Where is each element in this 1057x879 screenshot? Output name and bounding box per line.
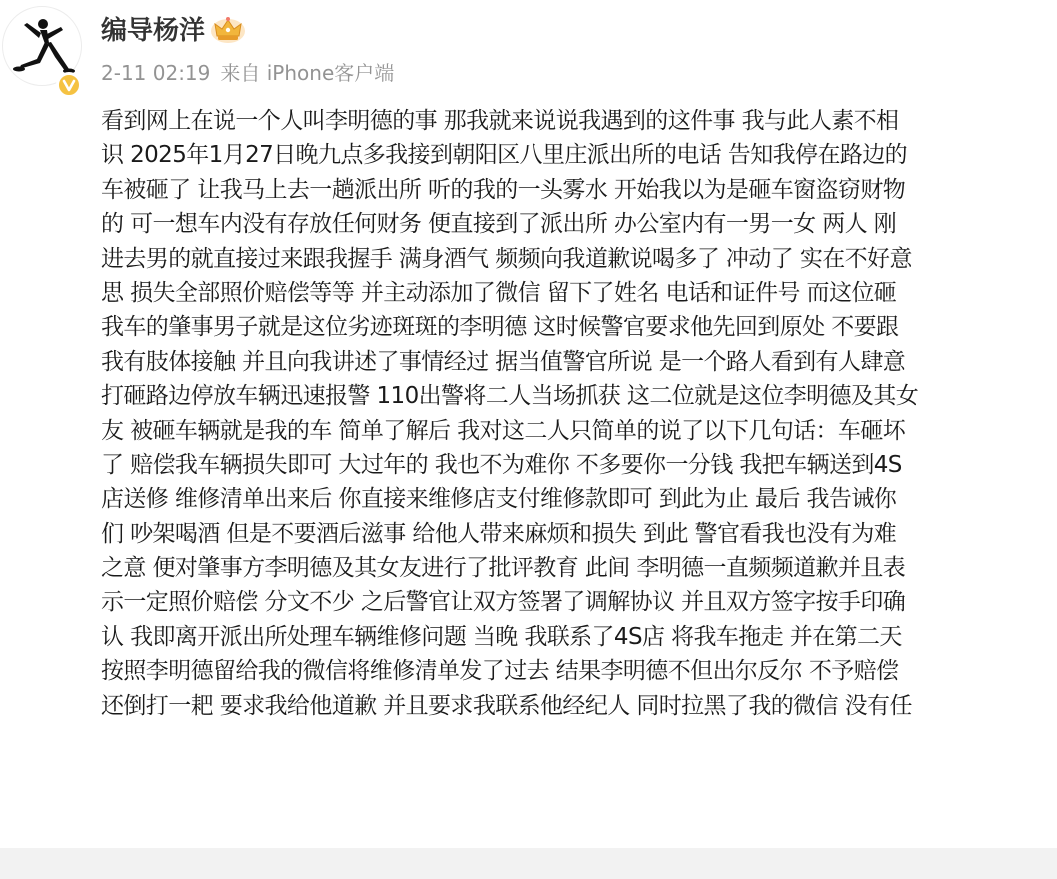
post-text-line: 认 我即离开派出所处理车辆维修问题 当晚 我联系了4S店 将我车拖走 并在第二天	[101, 623, 902, 650]
post-text-line: 车被砸了 让我马上去一趟派出所 听的我的一头雾水 开始我以为是砸车窗盗窃财物	[101, 176, 906, 203]
post-text-line: 打砸路边停放车辆迅速报警 110出警将二人当场抓获 这二位就是这位李明德及其女	[101, 383, 919, 410]
post-text-line: 之意 便对肇事方李明德及其女友进行了批评教育 此间 李明德一直频频道歉并且表	[101, 555, 906, 582]
post-text-line: 我车的肇事男子就是这位劣迹斑斑的李明德 这时候警官要求他先回到原处 不要跟	[101, 314, 899, 341]
post-text-line: 看到网上在说一个人叫李明德的事 那我就来说说我遇到的这件事 我与此人素不相	[101, 108, 899, 134]
post-text-line: 识 2025年1月27日晚九点多我接到朝阳区八里庄派出所的电话 告知我停在路边的	[101, 142, 908, 169]
post-text	[101, 104, 1057, 723]
post-source[interactable]: 来自 iPhone客户端	[220, 61, 395, 85]
post-text-line: 了 赔偿我车辆损失即可 大过年的 我也不为难你 不多要你一分钱 我把车辆送到4S	[101, 451, 902, 478]
post-text-line: 们 吵架喝酒 但是不要酒后滋事 给他人带来麻烦和损失 到此 警官看我也没有为难	[101, 520, 897, 547]
post-text-line: 还倒打一耙 要求我给他道歉 并且要求我联系他经纪人 同时拉黑了我的微信 没有任	[101, 692, 912, 719]
post-text-line: 按照李明德留给我的微信将维修清单发了过去 结果李明德不但出尔反尔 不予赔偿	[101, 658, 899, 685]
post-text-line: 进去男的就直接过来跟我握手 满身酒气 频频向我道歉说喝多了 冲动了 实在不好意	[101, 245, 912, 272]
post-text-line: 店送修 维修清单出来后 你直接来维修店支付维修款即可 到此为止 最后 我告诫你	[101, 486, 897, 513]
verified-v-icon	[56, 72, 82, 98]
post-text-line: 友 被砸车辆就是我的车 简单了解后 我对这二人只简单的说了以下几句话：车砸坏	[101, 417, 906, 444]
author-name[interactable]: 编导杨洋	[101, 16, 206, 46]
post-timestamp: 2-11 02:19	[101, 61, 211, 85]
post-text-line: 的 可一想车内没有存放任何财务 便直接到了派出所 办公室内有一男一女 两人 刚	[101, 211, 897, 238]
post-meta	[101, 60, 404, 86]
post-text-line: 示一定照价赔偿 分文不少 之后警官让双方签署了调解协议 并且双方签字按手印确	[101, 589, 906, 616]
post-text-line: 我有肢体接触 并且向我讲述了事情经过 据当值警官所说 是一个路人看到有人肆意	[101, 348, 906, 375]
crown-badge-icon[interactable]	[208, 14, 248, 46]
jumpman-logo-icon	[7, 13, 79, 81]
post-text-line: 思 损失全部照价赔偿等等 并主动添加了微信 留下了姓名 电话和证件号 而这位砸	[101, 279, 897, 306]
